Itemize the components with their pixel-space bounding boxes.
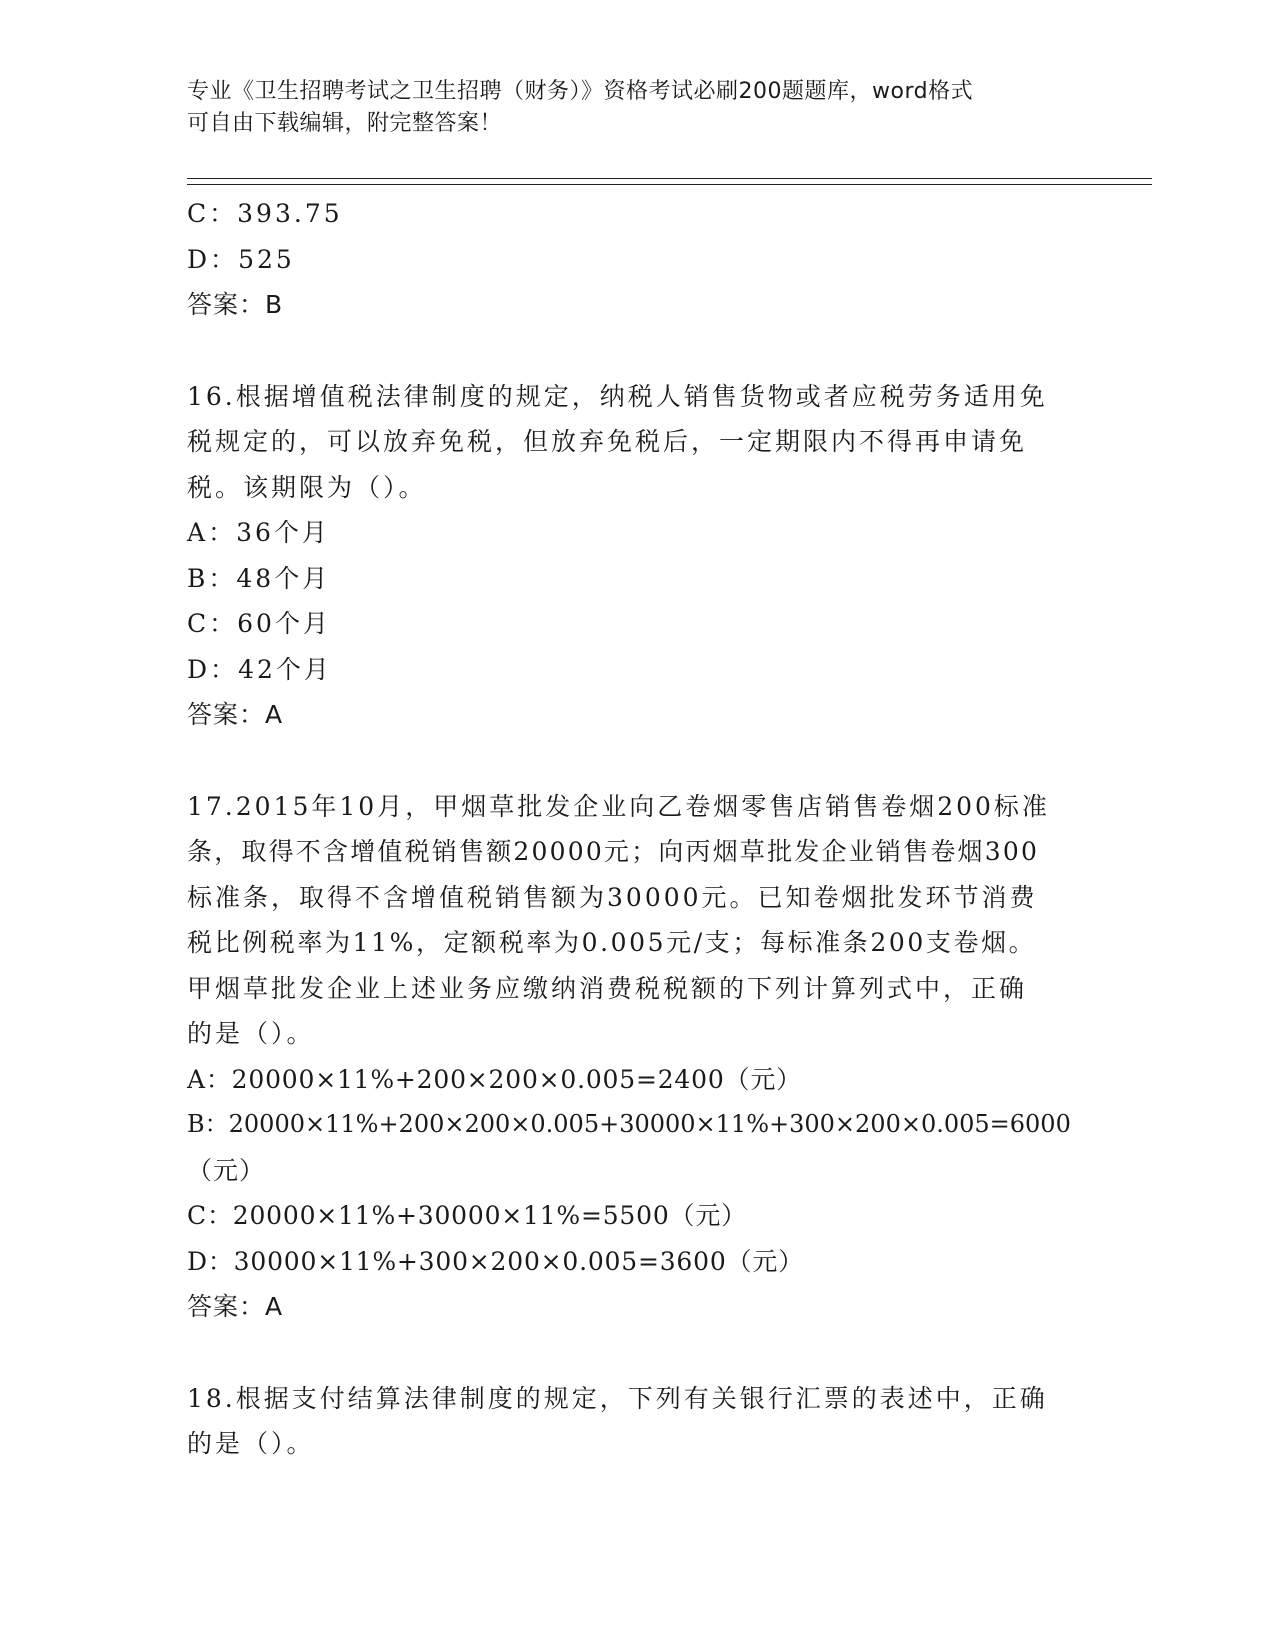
question-15-tail	[187, 191, 1087, 328]
question-18	[187, 1376, 1087, 1467]
question-stem-line: 甲烟草批发企业上述业务应缴纳消费税税额的下列计算列式中，正确	[187, 973, 1028, 1003]
answer-line: 答案：B	[187, 290, 284, 319]
option-c: C：60个月	[187, 609, 331, 638]
page-header	[187, 76, 1067, 140]
option-c: C：20000×11%+30000×11%=5500（元）	[187, 1201, 747, 1230]
question-stem-line: 17.2015年10月，甲烟草批发企业向乙卷烟零售店销售卷烟200标准	[187, 791, 1050, 821]
header-double-rule	[187, 178, 1152, 185]
option-b-continuation: （元）	[187, 1155, 266, 1185]
question-stem-line: 的是（）。	[187, 1019, 315, 1048]
answer-line: 答案：A	[187, 700, 284, 729]
question-stem-line: 税比例税率为11%，定额税率为0.005元/支；每标准条200支卷烟。	[187, 928, 1037, 957]
header-line-2: 可自由下载编辑，附完整答案！	[187, 111, 503, 136]
option-a: A：36个月	[187, 518, 330, 547]
answer-line: 答案：A	[187, 1292, 284, 1321]
option-b: B：20000×11%+200×200×0.005+30000×11%+300×200×0.005=6000	[187, 1110, 1071, 1138]
option-c: C：393.75	[187, 199, 343, 228]
document-body	[187, 191, 1087, 1467]
question-stem-line: 税。该期限为（）。	[187, 472, 427, 502]
question-16	[187, 374, 1087, 738]
option-d: D：525	[187, 244, 295, 274]
question-stem-line: 16.根据增值税法律制度的规定，纳税人销售货物或者应税劳务适用免	[187, 381, 1048, 411]
option-a: A：20000×11%+200×200×0.005=2400（元）	[187, 1064, 802, 1094]
option-d: D：42个月	[187, 654, 332, 684]
header-line-1: 专业《卫生招聘考试之卫生招聘（财务）》资格考试必刷200题题库，word格式	[187, 79, 974, 104]
question-stem-line: 税规定的，可以放弃免税，但放弃免税后，一定期限内不得再申请免	[187, 427, 1028, 456]
option-d: D：30000×11%+300×200×0.005=3600（元）	[187, 1246, 804, 1276]
question-stem-line: 18.根据支付结算法律制度的规定，下列有关银行汇票的表述中，正确	[187, 1383, 1048, 1413]
option-b: B：48个月	[187, 563, 331, 593]
question-stem-line: 标准条，取得不含增值税销售额为30000元。已知卷烟批发环节消费	[187, 882, 1038, 912]
question-17	[187, 784, 1087, 1330]
question-stem-line: 条，取得不含增值税销售额20000元；向丙烟草批发企业销售卷烟300	[187, 837, 1040, 866]
question-stem-line: 的是（）。	[187, 1429, 315, 1458]
